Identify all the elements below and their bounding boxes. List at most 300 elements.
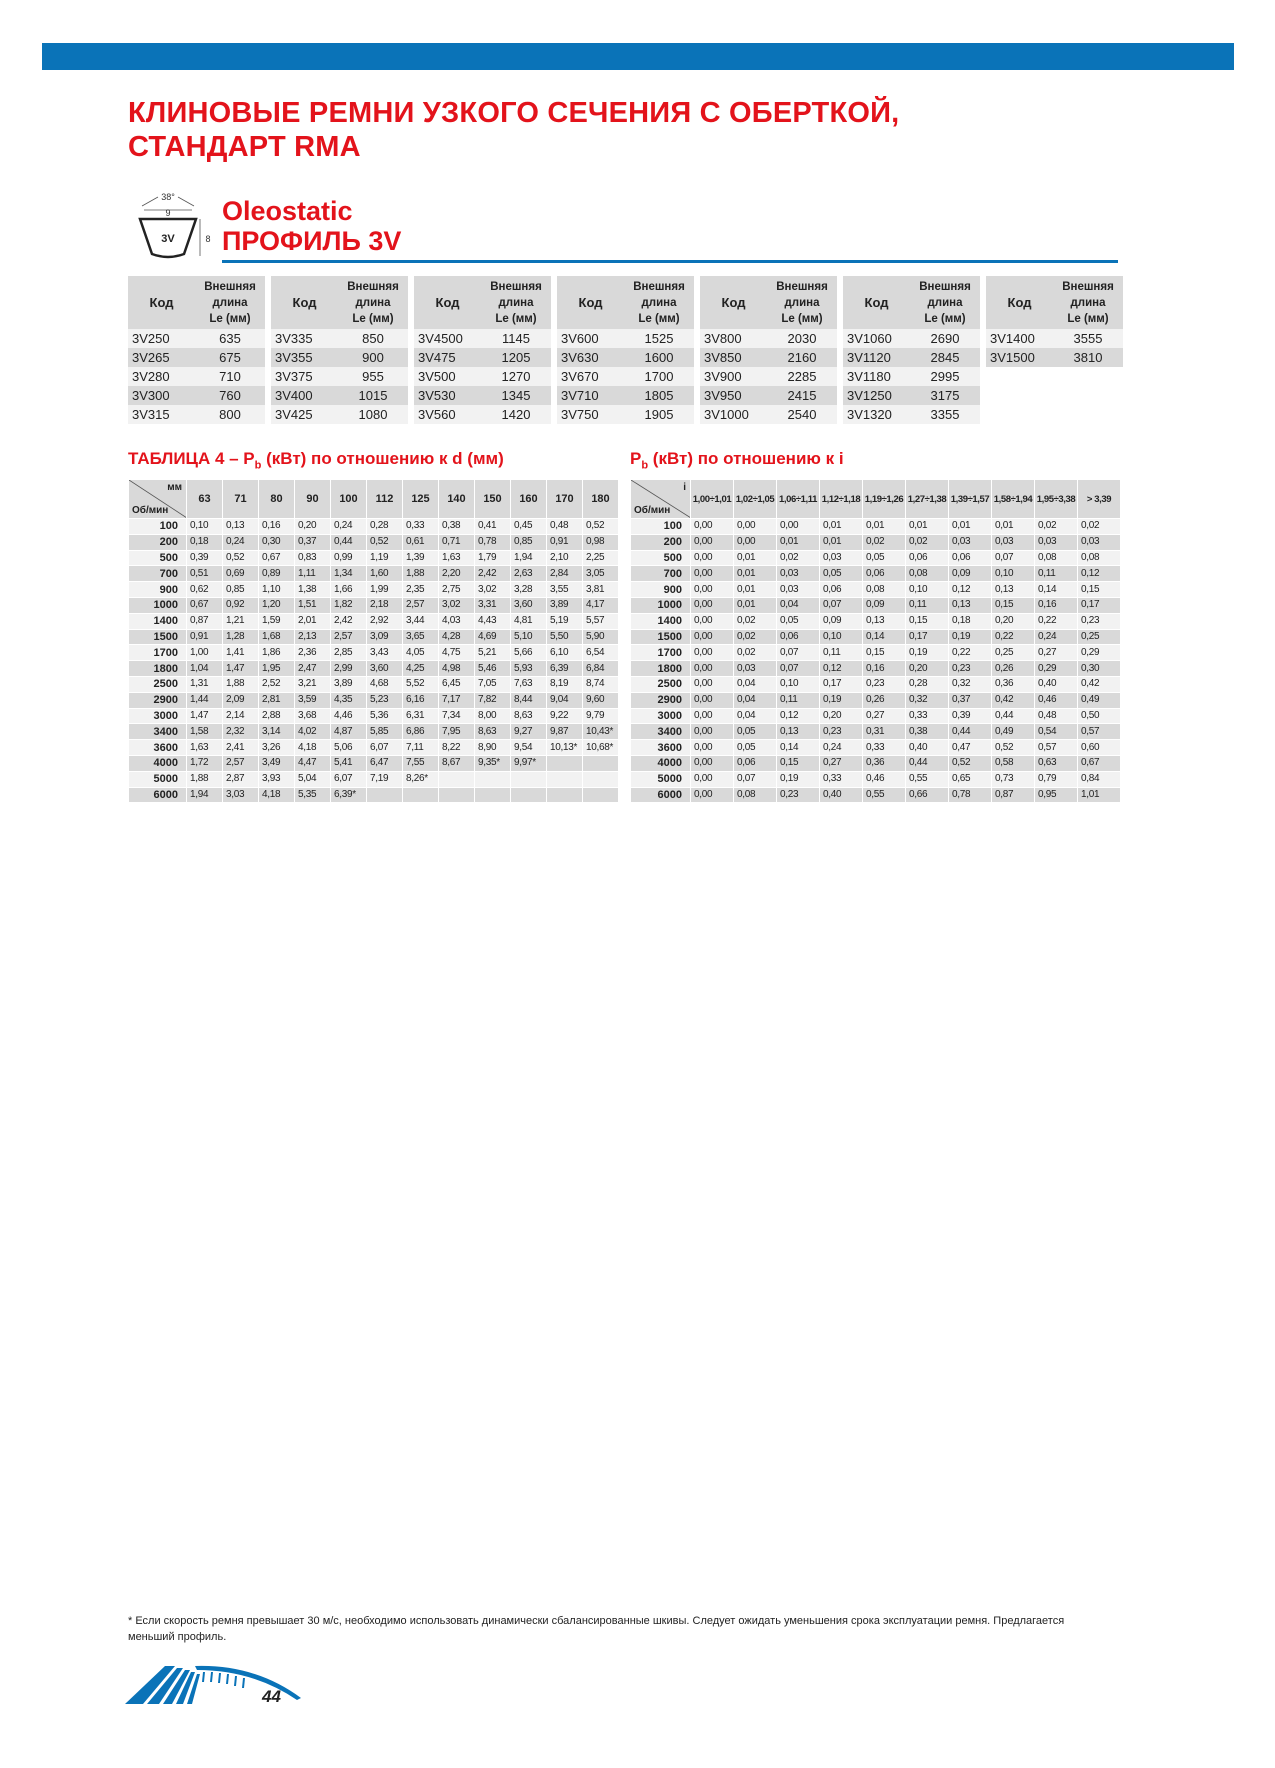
belt-code: 3V1120 [843, 348, 910, 367]
power-cell: 0,98 [583, 534, 619, 550]
power-cell: 8,67 [439, 755, 475, 771]
power-cell [583, 787, 619, 803]
belt-code: 3V4500 [414, 329, 481, 348]
power-cell: 4,43 [475, 613, 511, 629]
power-cell: 0,26 [863, 692, 906, 708]
power-cell: 0,23 [1078, 613, 1121, 629]
power-cell: 0,23 [820, 724, 863, 740]
column-header: 63 [187, 480, 223, 519]
column-header: 170 [547, 480, 583, 519]
table-row [128, 329, 265, 348]
power-cell: 0,09 [949, 566, 992, 582]
belt-length: 2690 [910, 329, 980, 348]
power-cell: 0,01 [734, 550, 777, 566]
column-header: 160 [511, 480, 547, 519]
belt-code: 3V560 [414, 405, 481, 424]
belt-code: 3V670 [557, 367, 624, 386]
power-cell: 0,00 [691, 692, 734, 708]
col-header-length: Внешняя длина Le (мм) [910, 276, 980, 329]
table-row [414, 405, 551, 424]
power-cell: 0,01 [734, 566, 777, 582]
table-row [128, 386, 265, 405]
power-cell: 2,88 [259, 708, 295, 724]
belt-length: 2160 [767, 348, 837, 367]
power-cell: 0,10 [992, 566, 1035, 582]
power-cell: 1,68 [259, 629, 295, 645]
power-cell: 6,07 [367, 740, 403, 756]
table-row [631, 724, 1121, 740]
belt-length: 955 [338, 367, 408, 386]
power-cell: 0,57 [1078, 724, 1121, 740]
power-cell: 8,44 [511, 692, 547, 708]
table-row [557, 367, 694, 386]
power-cell: 2,32 [223, 724, 259, 740]
rpm-cell: 700 [631, 566, 691, 582]
power-cell: 0,07 [734, 771, 777, 787]
power-cell: 2,10 [547, 550, 583, 566]
table-row [700, 367, 837, 386]
power-cell: 2,20 [439, 566, 475, 582]
belt-code: 3V530 [414, 386, 481, 405]
table-row [129, 519, 619, 535]
power-cell: 5,06 [331, 740, 367, 756]
belt-code: 3V850 [700, 348, 767, 367]
power-cell: 0,25 [992, 645, 1035, 661]
power-cell: 2,57 [331, 629, 367, 645]
power-cell: 0,83 [295, 550, 331, 566]
power-cell: 0,00 [734, 519, 777, 535]
table-row [986, 329, 1123, 348]
power-cell: 0,24 [1035, 629, 1078, 645]
rpm-cell: 3400 [631, 724, 691, 740]
column-header: 1,12÷1,18 [820, 480, 863, 519]
rpm-cell: 4000 [129, 755, 187, 771]
belt-length: 1270 [481, 367, 551, 386]
rpm-cell: 100 [129, 519, 187, 535]
power-cell: 1,19 [367, 550, 403, 566]
power-cell: 0,51 [187, 566, 223, 582]
col-header-code: Код [843, 276, 910, 329]
power-cell: 0,24 [331, 519, 367, 535]
power-cell: 0,33 [403, 519, 439, 535]
table-row [631, 613, 1121, 629]
power-cell: 1,66 [331, 582, 367, 598]
table-row [129, 597, 619, 613]
power-cell: 5,46 [475, 661, 511, 677]
power-cell: 7,63 [511, 676, 547, 692]
power-cell: 0,22 [949, 645, 992, 661]
power-cell: 5,36 [367, 708, 403, 724]
rpm-cell: 5000 [631, 771, 691, 787]
col-header-code: Код [986, 276, 1053, 329]
power-cell: 0,01 [906, 519, 949, 535]
power-cell: 7,55 [403, 755, 439, 771]
power-cell: 2,99 [331, 661, 367, 677]
power-cell: 0,05 [734, 724, 777, 740]
power-cell: 5,23 [367, 692, 403, 708]
belt-code: 3V750 [557, 405, 624, 424]
belt-length: 3555 [1053, 329, 1123, 348]
power-cell: 0,20 [906, 661, 949, 677]
power-cell: 6,39 [547, 661, 583, 677]
belt-length: 1015 [338, 386, 408, 405]
power-cell: 4,28 [439, 629, 475, 645]
power-cell: 0,11 [820, 645, 863, 661]
power-cell: 5,85 [367, 724, 403, 740]
rpm-cell: 700 [129, 566, 187, 582]
power-cell: 0,09 [863, 597, 906, 613]
power-cell: 0,55 [906, 771, 949, 787]
power-cell: 1,63 [439, 550, 475, 566]
belt-code: 3V1500 [986, 348, 1053, 367]
length-block [843, 276, 980, 424]
power-cell: 4,25 [403, 661, 439, 677]
belt-length: 675 [195, 348, 265, 367]
page-title [128, 96, 899, 164]
power-cell: 0,02 [734, 645, 777, 661]
power-cell: 2,09 [223, 692, 259, 708]
power-cell: 3,60 [367, 661, 403, 677]
table-row [631, 692, 1121, 708]
belt-code: 3V300 [128, 386, 195, 405]
power-cell: 0,06 [863, 566, 906, 582]
power-cell [475, 771, 511, 787]
rpm-cell: 1400 [129, 613, 187, 629]
col-header-code: Код [557, 276, 624, 329]
rpm-cell: 6000 [129, 787, 187, 803]
table-row [129, 613, 619, 629]
power-cell: 0,03 [734, 661, 777, 677]
power-cell: 4,87 [331, 724, 367, 740]
power-cell: 3,26 [259, 740, 295, 756]
power-cell: 0,49 [992, 724, 1035, 740]
column-header: 71 [223, 480, 259, 519]
power-cell: 3,59 [295, 692, 331, 708]
power-cell: 7,95 [439, 724, 475, 740]
power-cell: 1,95 [259, 661, 295, 677]
table-row [843, 329, 980, 348]
power-cell: 2,18 [367, 597, 403, 613]
power-cell: 0,02 [906, 534, 949, 550]
power-cell: 4,02 [295, 724, 331, 740]
power-cell: 0,44 [906, 755, 949, 771]
power-cell: 7,34 [439, 708, 475, 724]
power-cell [367, 787, 403, 803]
power-cell: 0,52 [223, 550, 259, 566]
power-cell: 0,37 [949, 692, 992, 708]
power-cell: 9,04 [547, 692, 583, 708]
power-cell: 5,90 [583, 629, 619, 645]
table-row [557, 386, 694, 405]
power-cell: 0,23 [949, 661, 992, 677]
power-cell: 6,45 [439, 676, 475, 692]
table-row [129, 629, 619, 645]
power-cell: 0,07 [992, 550, 1035, 566]
belt-code: 3V950 [700, 386, 767, 405]
power-cell: 0,10 [777, 676, 820, 692]
power-cell: 0,00 [691, 661, 734, 677]
table-row [631, 629, 1121, 645]
power-cell: 5,35 [295, 787, 331, 803]
power-cell: 0,07 [777, 661, 820, 677]
table-row [414, 329, 551, 348]
length-block [414, 276, 551, 424]
table-row [631, 550, 1121, 566]
power-cell: 0,29 [1078, 645, 1121, 661]
power-cell: 0,39 [949, 708, 992, 724]
belt-code: 3V1320 [843, 405, 910, 424]
power-cell: 1,63 [187, 740, 223, 756]
power-cell: 0,39 [187, 550, 223, 566]
power-cell: 0,58 [992, 755, 1035, 771]
power-cell: 0,13 [777, 724, 820, 740]
power-cell: 0,01 [820, 519, 863, 535]
power-cell: 0,00 [691, 550, 734, 566]
belt-code: 3V315 [128, 405, 195, 424]
power-cell: 1,94 [511, 550, 547, 566]
power-cell: 6,10 [547, 645, 583, 661]
power-cell: 2,41 [223, 740, 259, 756]
table-row [631, 597, 1121, 613]
power-cell: 0,06 [734, 755, 777, 771]
table-row [631, 787, 1121, 803]
table-row [631, 708, 1121, 724]
column-header: 100 [331, 480, 367, 519]
top-banner [42, 43, 1234, 70]
power-cell: 0,85 [511, 534, 547, 550]
belt-length: 2845 [910, 348, 980, 367]
table-row [700, 386, 837, 405]
power-cell: 0,15 [1078, 582, 1121, 598]
rpm-cell: 3400 [129, 724, 187, 740]
power-cell: 5,19 [547, 613, 583, 629]
table-row [843, 405, 980, 424]
table-row [129, 740, 619, 756]
column-header: 1,95÷3,38 [1035, 480, 1078, 519]
power-cell: 0,27 [863, 708, 906, 724]
rpm-cell: 1800 [631, 661, 691, 677]
power-cell: 4,98 [439, 661, 475, 677]
power-cell: 0,02 [1078, 519, 1121, 535]
power-cell: 5,50 [547, 629, 583, 645]
table-row [271, 386, 408, 405]
power-cell: 6,47 [367, 755, 403, 771]
power-cell: 0,79 [1035, 771, 1078, 787]
power-cell: 0,08 [906, 566, 949, 582]
power-cell: 0,57 [1035, 740, 1078, 756]
column-header: 112 [367, 480, 403, 519]
profile-angle-label: 38° [161, 192, 175, 202]
power-cell: 0,23 [863, 676, 906, 692]
power-cell: 0,22 [1035, 613, 1078, 629]
power-cell: 0,78 [949, 787, 992, 803]
power-cell: 0,01 [734, 582, 777, 598]
col-header-length: Внешняя длина Le (мм) [195, 276, 265, 329]
belt-length: 3810 [1053, 348, 1123, 367]
power-cell: 0,02 [863, 534, 906, 550]
power-cell [511, 771, 547, 787]
length-block [128, 276, 265, 424]
table4-title-sub: b [254, 459, 262, 472]
belt-code: 3V1060 [843, 329, 910, 348]
belt-code: 3V355 [271, 348, 338, 367]
power-cell: 1,21 [223, 613, 259, 629]
power-cell: 0,37 [295, 534, 331, 550]
power-cell: 0,03 [820, 550, 863, 566]
power-cell: 0,10 [906, 582, 949, 598]
power-cell: 1,94 [187, 787, 223, 803]
power-cell: 3,02 [475, 582, 511, 598]
belt-length: 2415 [767, 386, 837, 405]
table4-title [128, 449, 504, 471]
belt-code: 3V335 [271, 329, 338, 348]
power-cell: 0,36 [863, 755, 906, 771]
table5-title [630, 449, 844, 471]
power-cell: 0,38 [439, 519, 475, 535]
power-cell: 0,11 [777, 692, 820, 708]
power-cell: 0,28 [906, 676, 949, 692]
power-cell: 0,00 [691, 708, 734, 724]
power-cell: 0,48 [1035, 708, 1078, 724]
power-cell: 1,00 [187, 645, 223, 661]
power-cell: 4,35 [331, 692, 367, 708]
power-cell: 4,05 [403, 645, 439, 661]
rpm-cell: 2500 [631, 676, 691, 692]
power-cell: 1,10 [259, 582, 295, 598]
power-cell: 0,03 [1078, 534, 1121, 550]
power-cell: 0,29 [1035, 661, 1078, 677]
table-row [129, 724, 619, 740]
power-cell: 0,44 [992, 708, 1035, 724]
col-header-length: Внешняя длина Le (мм) [624, 276, 694, 329]
power-cell [439, 771, 475, 787]
power-cell: 3,93 [259, 771, 295, 787]
power-cell: 6,84 [583, 661, 619, 677]
power-cell: 2,42 [331, 613, 367, 629]
power-cell: 0,46 [863, 771, 906, 787]
belt-code: 3V630 [557, 348, 624, 367]
power-cell: 0,02 [734, 613, 777, 629]
power-cell: 2,13 [295, 629, 331, 645]
power-cell: 1,60 [367, 566, 403, 582]
power-cell: 2,57 [223, 755, 259, 771]
power-cell: 0,00 [691, 676, 734, 692]
power-cell: 3,60 [511, 597, 547, 613]
rpm-cell: 900 [129, 582, 187, 598]
belt-code: 3V400 [271, 386, 338, 405]
rpm-cell: 6000 [631, 787, 691, 803]
belt-length: 3175 [910, 386, 980, 405]
power-cell: 0,00 [777, 519, 820, 535]
power-cell: 0,17 [906, 629, 949, 645]
power-cell: 6,39* [331, 787, 367, 803]
power-cell: 0,05 [734, 740, 777, 756]
power-cell: 0,17 [1078, 597, 1121, 613]
power-cell: 7,82 [475, 692, 511, 708]
power-cell [511, 787, 547, 803]
power-cell: 0,05 [863, 550, 906, 566]
power-cell: 0,10 [820, 629, 863, 645]
column-header: 1,02÷1,05 [734, 480, 777, 519]
power-cell: 3,55 [547, 582, 583, 598]
power-cell: 1,51 [295, 597, 331, 613]
power-cell: 0,26 [992, 661, 1035, 677]
rpm-cell: 3600 [631, 740, 691, 756]
power-cell: 9,22 [547, 708, 583, 724]
table-row [129, 787, 619, 803]
power-cell [583, 755, 619, 771]
power-cell: 5,57 [583, 613, 619, 629]
power-cell: 6,54 [583, 645, 619, 661]
power-cell: 0,32 [906, 692, 949, 708]
power-cell: 0,67 [1078, 755, 1121, 771]
power-cell: 6,07 [331, 771, 367, 787]
power-cell: 0,92 [223, 597, 259, 613]
power-cell: 2,14 [223, 708, 259, 724]
table-row [414, 386, 551, 405]
power-cell: 0,04 [777, 597, 820, 613]
table-row [843, 386, 980, 405]
power-cell: 0,11 [906, 597, 949, 613]
power-cell: 0,03 [1035, 534, 1078, 550]
power-cell: 5,66 [511, 645, 547, 661]
rpm-cell: 1000 [631, 597, 691, 613]
power-cell: 0,16 [1035, 597, 1078, 613]
table-row [631, 645, 1121, 661]
table-row [557, 405, 694, 424]
power-cell: 2,63 [511, 566, 547, 582]
power-cell: 4,69 [475, 629, 511, 645]
power-cell: 8,90 [475, 740, 511, 756]
power-cell: 0,09 [820, 613, 863, 629]
power-cell: 0,19 [906, 645, 949, 661]
power-cell: 6,86 [403, 724, 439, 740]
power-cell: 0,19 [820, 692, 863, 708]
power-cell: 3,89 [331, 676, 367, 692]
power-cell: 1,99 [367, 582, 403, 598]
table-row [700, 348, 837, 367]
power-cell: 1,44 [187, 692, 223, 708]
power-cell: 0,66 [906, 787, 949, 803]
power-cell: 1,31 [187, 676, 223, 692]
power-cell: 0,06 [949, 550, 992, 566]
rpm-cell: 3000 [631, 708, 691, 724]
power-cell: 0,20 [992, 613, 1035, 629]
belt-length: 1205 [481, 348, 551, 367]
power-cell: 0,20 [820, 708, 863, 724]
power-cell: 9,79 [583, 708, 619, 724]
table-row [129, 676, 619, 692]
power-cell: 0,91 [187, 629, 223, 645]
power-cell: 0,13 [949, 597, 992, 613]
power-cell: 0,52 [992, 740, 1035, 756]
power-cell: 0,13 [223, 519, 259, 535]
power-cell: 1,72 [187, 755, 223, 771]
belt-code: 3V1000 [700, 405, 767, 424]
power-cell: 0,00 [691, 629, 734, 645]
table-row [986, 348, 1123, 367]
power-cell: 0,52 [583, 519, 619, 535]
power-cell: 0,33 [863, 740, 906, 756]
column-header: 180 [583, 480, 619, 519]
power-cell: 0,12 [777, 708, 820, 724]
power-cell: 4,46 [331, 708, 367, 724]
belt-length: 1905 [624, 405, 694, 424]
table-row [843, 348, 980, 367]
power-cell: 4,18 [295, 740, 331, 756]
rpm-cell: 3000 [129, 708, 187, 724]
power-cell: 8,19 [547, 676, 583, 692]
